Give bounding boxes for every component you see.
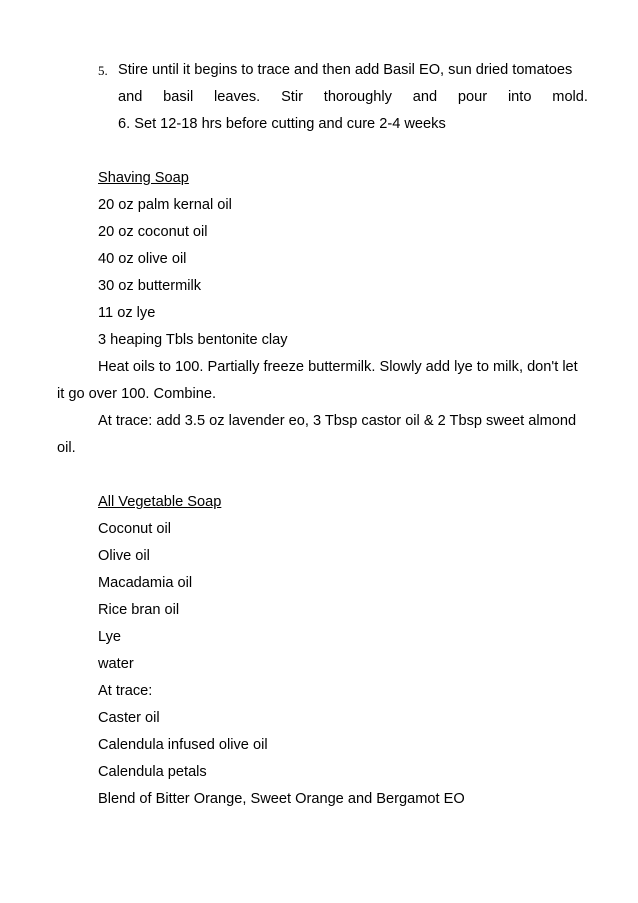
word: and bbox=[412, 89, 438, 105]
vegetable-item: Lye bbox=[98, 629, 121, 645]
trace-line-1: At trace: add 3.5 oz lavender eo, 3 Tbsp castor oil & 2 Tbsp sweet almond bbox=[98, 413, 577, 429]
step-5-line-2 bbox=[118, 88, 588, 106]
vegetable-item: At trace: bbox=[98, 683, 153, 699]
word: basil bbox=[163, 89, 194, 105]
vegetable-item: water bbox=[98, 656, 134, 672]
word: Stir bbox=[281, 89, 303, 105]
vegetable-item: Macadamia oil bbox=[98, 575, 193, 591]
ingredient-line: 20 oz palm kernal oil bbox=[98, 197, 232, 213]
step-6-line: 6. Set 12-18 hrs before cutting and cure 2-4 weeks bbox=[118, 116, 446, 132]
vegetable-item: Rice bran oil bbox=[98, 602, 180, 618]
step-number: 5. bbox=[98, 63, 108, 78]
word: mold. bbox=[552, 89, 588, 105]
instruction-line-1: Heat oils to 100. Partially freeze buttermilk. Slowly add lye to milk, don't let bbox=[98, 359, 578, 375]
vegetable-item: Coconut oil bbox=[98, 521, 172, 537]
instruction-line-2: it go over 100. Combine. bbox=[57, 386, 216, 402]
word: and bbox=[118, 89, 143, 105]
step-5-line-1: Stire until it begins to trace and then add Basil EO, sun dried tomatoes bbox=[118, 62, 573, 78]
ingredient-line: 20 oz coconut oil bbox=[98, 224, 208, 240]
ingredient-line: 40 oz olive oil bbox=[98, 251, 187, 267]
ingredient-line: 11 oz lye bbox=[98, 305, 156, 321]
vegetable-item: Calendula infused olive oil bbox=[98, 737, 268, 753]
word: into bbox=[507, 89, 532, 105]
word: thoroughly bbox=[323, 89, 392, 105]
trace-line-2: oil. bbox=[57, 440, 76, 456]
vegetable-item: Caster oil bbox=[98, 710, 160, 726]
vegetable-item: Calendula petals bbox=[98, 764, 207, 780]
word: pour bbox=[457, 89, 488, 105]
vegetable-soap-heading: All Vegetable Soap bbox=[98, 494, 222, 510]
vegetable-item: Blend of Bitter Orange, Sweet Orange and Bergamot EO bbox=[98, 791, 465, 807]
vegetable-item: Olive oil bbox=[98, 548, 150, 564]
ingredient-line: 30 oz buttermilk bbox=[98, 278, 202, 294]
word: leaves. bbox=[214, 89, 261, 105]
ingredient-line: 3 heaping Tbls bentonite clay bbox=[98, 332, 288, 348]
shaving-soap-heading: Shaving Soap bbox=[98, 170, 189, 186]
